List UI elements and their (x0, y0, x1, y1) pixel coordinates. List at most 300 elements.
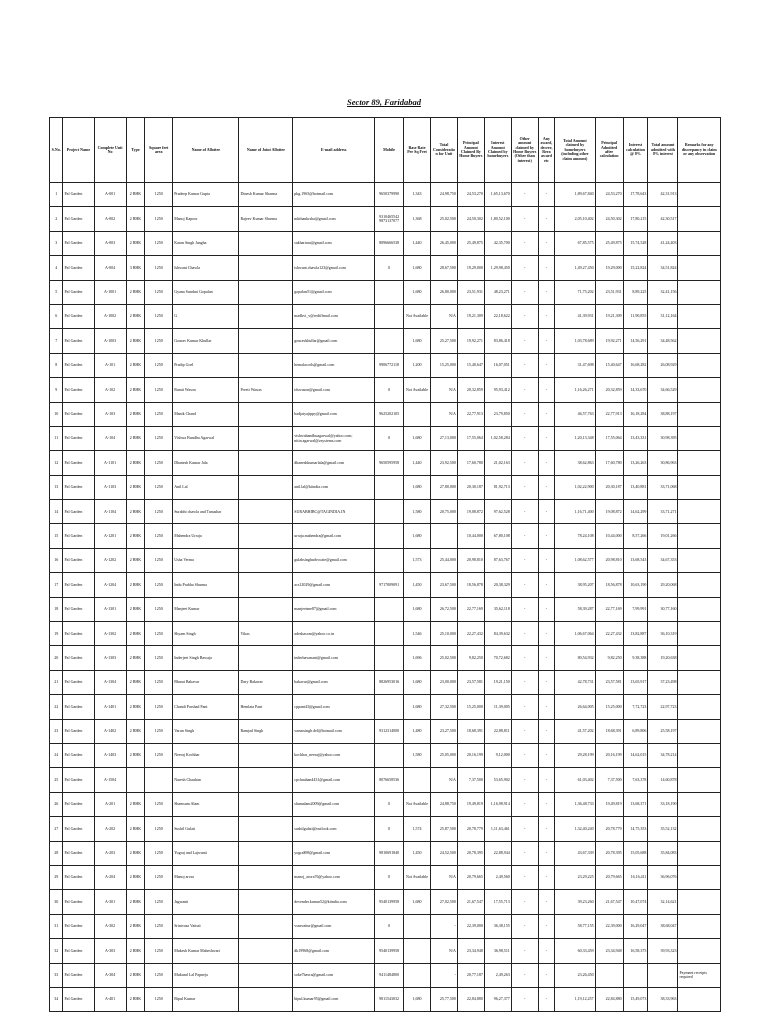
table-cell: 1,574 (404, 817, 431, 841)
table-cell: - (511, 402, 538, 426)
table-cell: 1250 (145, 426, 173, 450)
table-cell: 48,23,271 (484, 280, 511, 304)
column-header: Interest calculation @ 8% (623, 118, 648, 183)
table-cell (375, 524, 404, 548)
table-cell (623, 963, 648, 987)
table-cell (239, 817, 293, 841)
table-cell: Pal Garden (63, 914, 94, 938)
table-row (50, 304, 721, 328)
table-cell: soke7bavra@gmail.com (293, 963, 375, 987)
table-cell: 16,07,051 (484, 353, 511, 377)
table-cell: Pal Garden (63, 402, 94, 426)
table-cell: N/A (431, 378, 458, 402)
table-cell: 36,10,319 (648, 622, 678, 646)
column-header: Total Amount claimed by homebuyers (including other claim amount) (555, 118, 595, 183)
table-cell: - (538, 841, 555, 865)
table-cell: 24,88,750 (431, 792, 458, 816)
table-cell: 1,02,22,900 (555, 475, 595, 499)
table-cell: 20,30,187 (595, 475, 623, 499)
table-cell: Pal Garden (63, 500, 94, 524)
table-cell: Pal Garden (63, 183, 94, 207)
table-cell: 9625202105 (375, 402, 404, 426)
table-row (50, 768, 721, 792)
table-cell: 23,29,225 (555, 865, 595, 889)
table-cell: 2 (50, 207, 63, 231)
table-cell: 15,74,528 (623, 231, 648, 255)
table-cell: Dhanesh Kumar Jala (173, 451, 239, 475)
table-cell: 7,63,378 (623, 768, 648, 792)
table-cell: 1250 (145, 402, 173, 426)
table-cell: 1,450 (404, 573, 431, 597)
table-cell: - (511, 280, 538, 304)
table-cell: 83,86,418 (484, 329, 511, 353)
table-cell: Pal Garden (63, 987, 94, 1011)
table-cell (375, 695, 404, 719)
table-cell: A-1202 (94, 548, 126, 572)
table-cell: 2 BHK (126, 939, 145, 963)
table-cell (239, 768, 293, 792)
table-cell: 36,96,076 (648, 865, 678, 889)
table-cell: 9810691840 (375, 841, 404, 865)
table-cell: Dinesh Kumar Sharma (239, 183, 293, 207)
table-cell: A-1303 (94, 646, 126, 670)
table-cell: 2 BHK (126, 841, 145, 865)
table-cell: dk19968@gmail.com (293, 939, 375, 963)
table-cell: Gourav Kumar Khullar (173, 329, 239, 353)
table-cell: 67,80,108 (484, 524, 511, 548)
table-cell: 18,56,878 (595, 573, 623, 597)
table-cell: 2,05,10,402 (555, 207, 595, 231)
table-cell: 20,78,779 (457, 817, 484, 841)
table-cell: Pal Garden (63, 353, 94, 377)
column-header: Mobile (375, 118, 404, 183)
table-cell: idswason@gmail.com (293, 378, 375, 402)
table-cell: 4 (50, 256, 63, 280)
table-cell: 16,58,375 (623, 939, 648, 963)
table-cell: 1,680 (404, 256, 431, 280)
table-cell: Pal Garden (63, 817, 94, 841)
table-cell: 26,45,000 (431, 231, 458, 255)
table-cell: - (511, 743, 538, 767)
table-cell: Usha Verma (173, 548, 239, 572)
table-cell: 29,28,199 (555, 743, 595, 767)
table-cell (239, 573, 293, 597)
column-header: Interest Amount Claimed by homebuyers (484, 118, 511, 183)
table-cell: 2 BHK (126, 500, 145, 524)
table-cell: inderbawmant@gmail.com (293, 646, 375, 670)
table-cell: 14 (50, 500, 63, 524)
table-cell: 46,57,763 (555, 402, 595, 426)
table-cell: 15,49,073 (623, 987, 648, 1011)
table-row (50, 256, 721, 280)
table-cell: 15,25,000 (431, 353, 458, 377)
table-cell: 17 (50, 573, 63, 597)
table-cell: 1,573 (404, 548, 431, 572)
table-cell: 20,78,395 (457, 841, 484, 865)
table-cell: - (511, 792, 538, 816)
table-cell: A-003 (94, 231, 126, 255)
table-cell (239, 524, 293, 548)
table-cell: 1250 (145, 719, 173, 743)
table-cell: 19,08,872 (595, 500, 623, 524)
table-cell: 19,08,872 (457, 500, 484, 524)
table-cell: 9906772118 (375, 353, 404, 377)
table-cell: 9 (50, 378, 63, 402)
table-cell: 8826953016 (375, 670, 404, 694)
table-cell: A-104 (94, 426, 126, 450)
claims-table (49, 117, 721, 1012)
table-cell: 1,450 (404, 841, 431, 865)
table-cell: Pal Garden (63, 646, 94, 670)
table-cell (126, 768, 145, 792)
table-cell: - (511, 304, 538, 328)
table-cell: 1250 (145, 963, 173, 987)
table-cell (678, 426, 721, 450)
table-cell: Srinivasa Vattuti (173, 914, 239, 938)
table-cell: 38,62,863 (555, 451, 595, 475)
column-header: S.No. (50, 118, 63, 183)
table-cell: 9,38,388 (623, 646, 648, 670)
table-cell: Shyam Singh (173, 622, 239, 646)
table-cell: 34,67,353 (648, 548, 678, 572)
table-cell: 19,29,000 (457, 256, 484, 280)
table-cell: Payment receipts required (678, 963, 721, 987)
table-row (50, 451, 721, 475)
table-cell: 34,78,214 (648, 743, 678, 767)
table-cell: hemalacorls@gmail.com (293, 353, 375, 377)
table-cell (431, 524, 458, 548)
table-cell: A-002 (94, 207, 126, 231)
table-row (50, 280, 721, 304)
table-cell: 18,56,878 (457, 573, 484, 597)
table-row (50, 548, 721, 572)
table-cell: 19,21,309 (595, 304, 623, 328)
table-cell: 26,08,929 (648, 353, 678, 377)
table-cell (375, 329, 404, 353)
table-cell: 24,53,270 (595, 183, 623, 207)
table-cell: 1250 (145, 987, 173, 1011)
table-cell: Pradip Goel (173, 353, 239, 377)
table-cell: 30,77,160 (648, 597, 678, 621)
table-cell: A-301 (94, 890, 126, 914)
table-cell: Yograj and Lajwanti (173, 841, 239, 865)
table-cell: 17,78,643 (623, 183, 648, 207)
table-cell (239, 939, 293, 963)
table-cell: 1,08,62,577 (555, 548, 595, 572)
table-cell: Not Available (404, 304, 431, 328)
table-cell (678, 743, 721, 767)
table-cell: - (538, 353, 555, 377)
table-cell: 1250 (145, 622, 173, 646)
table-cell: 1,440 (404, 451, 431, 475)
table-cell: 42,78,731 (555, 670, 595, 694)
table-cell: - (511, 890, 538, 914)
table-cell: - (511, 329, 538, 353)
table-cell: kochhar_neeraj@yahoo.com (293, 743, 375, 767)
table-cell: 19,01,266 (648, 524, 678, 548)
table-cell: 22,18,622 (484, 304, 511, 328)
table-cell: 22,77,169 (457, 597, 484, 621)
table-cell: 23,51,931 (595, 280, 623, 304)
table-cell: 24 (50, 743, 63, 767)
table-cell: 35,52,132 (648, 817, 678, 841)
table-cell (375, 646, 404, 670)
table-cell: 8076658536 (375, 768, 404, 792)
table-cell: 0 (375, 256, 404, 280)
table-cell: 1250 (145, 207, 173, 231)
table-cell: 13,26,263 (623, 451, 648, 475)
table-cell: 1,80,52,100 (484, 207, 511, 231)
table-cell: 1250 (145, 670, 173, 694)
table-cell: 3 (50, 231, 63, 255)
table-cell: - (511, 646, 538, 670)
table-cell: N/A (431, 865, 458, 889)
table-cell: 8,89,225 (623, 280, 648, 304)
table-cell (678, 792, 721, 816)
table-cell: - (511, 524, 538, 548)
table-cell: - (511, 817, 538, 841)
table-cell: Mahendra Urraja (173, 524, 239, 548)
table-cell: N/A (431, 304, 458, 328)
table-cell: 2 BHK (126, 622, 145, 646)
table-cell: cppant43@gmail.com (293, 695, 375, 719)
table-cell: 11,90,855 (623, 304, 648, 328)
table-cell: Gyana Sundari Gopalan (173, 280, 239, 304)
table-cell: Pal Garden (63, 256, 94, 280)
table-cell: 7,72,723 (623, 695, 648, 719)
table-cell: - (511, 963, 538, 987)
table-cell: 25 (50, 768, 63, 792)
table-cell (404, 402, 431, 426)
table-cell: 43,67,339 (555, 841, 595, 865)
table-cell: - (511, 841, 538, 865)
table-cell: Pal Garden (63, 743, 94, 767)
table-cell (239, 914, 293, 938)
table-cell: N/A (431, 402, 458, 426)
table-cell: 1,20,13,348 (555, 426, 595, 450)
table-cell: 84,39,632 (484, 622, 511, 646)
table-cell: 2 BHK (126, 329, 145, 353)
table-row (50, 817, 721, 841)
table-cell: Jagwanti (173, 890, 239, 914)
table-cell: 1,696 (404, 646, 431, 670)
table-cell: 1,580 (404, 743, 431, 767)
table-cell: - (538, 207, 555, 231)
table-cell (678, 573, 721, 597)
table-cell: 20 (50, 646, 63, 670)
table-cell: 0 (375, 865, 404, 889)
table-cell: 24,50,302 (595, 207, 623, 231)
table-cell: 22,77,913 (457, 402, 484, 426)
table-cell: 31,12,164 (648, 304, 678, 328)
table-cell (239, 329, 293, 353)
table-cell: 9650379990 (375, 183, 404, 207)
table-cell: 0 (375, 817, 404, 841)
table-cell: 0 (375, 426, 404, 450)
table-cell: - (511, 475, 538, 499)
table-cell: 1250 (145, 792, 173, 816)
table-cell: 2 BHK (126, 646, 145, 670)
table-cell: 2 BHK (126, 304, 145, 328)
table-cell: A-001 (94, 183, 126, 207)
table-cell: - (538, 719, 555, 743)
table-cell: 22,84,880 (595, 987, 623, 1011)
table-row (50, 475, 721, 499)
column-header: Total Consideration for Unit (431, 118, 458, 183)
table-cell: 41,57,202 (555, 719, 595, 743)
table-row (50, 207, 721, 231)
table-cell: 1250 (145, 256, 173, 280)
table-cell: 1250 (145, 817, 173, 841)
table-cell: 31 (50, 914, 63, 938)
table-cell: 9811543032 (375, 987, 404, 1011)
table-cell (239, 792, 293, 816)
table-cell: 30,98,395 (648, 426, 678, 450)
table-cell: Shamsam Alam (173, 792, 239, 816)
table-cell: 2 BHK (126, 548, 145, 572)
table-cell: 37,23,498 (648, 670, 678, 694)
table-cell: - (511, 597, 538, 621)
table-cell: 1,546 (404, 622, 431, 646)
table-cell: Pal Garden (63, 573, 94, 597)
table-cell: 2 BHK (126, 426, 145, 450)
table-cell: 32 (50, 939, 63, 963)
table-cell: pkg.1965@hotmail.com (293, 183, 375, 207)
table-cell: A-101 (94, 353, 126, 377)
table-cell: 42,31,913 (648, 183, 678, 207)
table-cell: 1250 (145, 597, 173, 621)
table-cell: - (538, 500, 555, 524)
table-cell: 20,78,779 (595, 817, 623, 841)
table-cell: 1250 (145, 914, 173, 938)
table-cell: Not Available (404, 378, 431, 402)
table-cell: 33,71,068 (648, 475, 678, 499)
table-cell: A-202 (94, 817, 126, 841)
table-cell: 22,77,169 (595, 597, 623, 621)
table-cell: 36,98,511 (484, 939, 511, 963)
table-cell (678, 256, 721, 280)
table-cell: Manoj Kapoor (173, 207, 239, 231)
table-cell: 20,98,810 (457, 548, 484, 572)
table-row (50, 353, 721, 377)
table-cell: A-201 (94, 792, 126, 816)
table-cell: Pal Garden (63, 475, 94, 499)
table-cell: 23 (50, 719, 63, 743)
table-cell (375, 597, 404, 621)
table-cell: - (538, 231, 555, 255)
table-cell: 95,93,412 (484, 378, 511, 402)
table-cell: A-401 (94, 987, 126, 1011)
table-cell: A-304 (94, 963, 126, 987)
table-cell: Preeti Wason (239, 378, 293, 402)
table-cell: - (511, 573, 538, 597)
table-cell: Mukund Lal Papneja (173, 963, 239, 987)
table-cell: 1,680 (404, 670, 431, 694)
table-cell: 15,05,688 (623, 841, 648, 865)
table-cell: 15,25,000 (595, 695, 623, 719)
table-cell: 19,29,000 (595, 256, 623, 280)
table-cell: - (538, 865, 555, 889)
table-cell: A-1104 (94, 500, 126, 524)
table-cell: 17,60,780 (457, 451, 484, 475)
table-row (50, 378, 721, 402)
table-cell: 20,77,187 (457, 963, 484, 987)
column-header: Type (126, 118, 145, 183)
table-cell: - (511, 695, 538, 719)
table-row (50, 183, 721, 207)
table-cell: 10 (50, 402, 63, 426)
table-cell: A-1403 (94, 743, 126, 767)
table-cell: 1250 (145, 451, 173, 475)
table-cell: 53,65,902 (484, 768, 511, 792)
table-cell: A-1401 (94, 695, 126, 719)
column-header: Principal Amount Claimed By Home Buyers (457, 118, 484, 183)
table-cell (239, 353, 293, 377)
table-cell: Dary Bakavar (239, 670, 293, 694)
table-cell: 71,75,202 (555, 280, 595, 304)
column-header: Total amount admitted with 8% interest (648, 118, 678, 183)
table-cell (678, 865, 721, 889)
table-row (50, 914, 721, 938)
table-cell: A-004 (94, 256, 126, 280)
table-cell: - (511, 548, 538, 572)
table-cell: N/A (431, 768, 458, 792)
table-cell: Pal Garden (63, 841, 94, 865)
table-cell (678, 695, 721, 719)
table-cell: 7 (50, 329, 63, 353)
table-cell: gopalan51@gmail.com (293, 280, 375, 304)
table-cell: 24,53,270 (457, 183, 484, 207)
table-cell: Pal Garden (63, 231, 94, 255)
table-cell: 19,92,271 (595, 329, 623, 353)
table-cell: 17,55,064 (457, 426, 484, 450)
table-cell: - (511, 939, 538, 963)
table-cell (239, 426, 293, 450)
table-cell (239, 865, 293, 889)
table-cell: 22 (50, 695, 63, 719)
table-cell: 25,77,500 (431, 987, 458, 1011)
table-cell: 30 (50, 890, 63, 914)
table-cell: 22,39,000 (457, 914, 484, 938)
table-cell: - (538, 597, 555, 621)
table-cell: 1,680 (404, 524, 431, 548)
table-cell: urraja.mahendra@gmail.com (293, 524, 375, 548)
table-cell: - (538, 792, 555, 816)
table-cell (404, 768, 431, 792)
table-cell: 1,29,98,450 (484, 256, 511, 280)
table-cell: 9540139958 (375, 890, 404, 914)
table-cell (678, 670, 721, 694)
table-cell: 9650595958 (375, 451, 404, 475)
table-cell: 17,55,713 (484, 890, 511, 914)
table-cell: 1,680 (404, 695, 431, 719)
table-cell: Bharat Bakavar (173, 670, 239, 694)
table-cell: Pal Garden (63, 378, 94, 402)
table-cell: - (538, 378, 555, 402)
table-cell: 2 BHK (126, 207, 145, 231)
table-cell: 1,65,13,670 (484, 183, 511, 207)
table-cell: 1250 (145, 841, 173, 865)
table-cell: Vikas (239, 622, 293, 646)
table-cell: 1,480 (404, 719, 431, 743)
table-cell: 2 BHK (126, 402, 145, 426)
table-cell: Naresh Chauhan (173, 768, 239, 792)
table-cell: Chandi Parshad Pant (173, 695, 239, 719)
table-cell: - (511, 256, 538, 280)
table-row (50, 426, 721, 450)
table-cell: 24,98,750 (431, 183, 458, 207)
table-cell: - (538, 280, 555, 304)
